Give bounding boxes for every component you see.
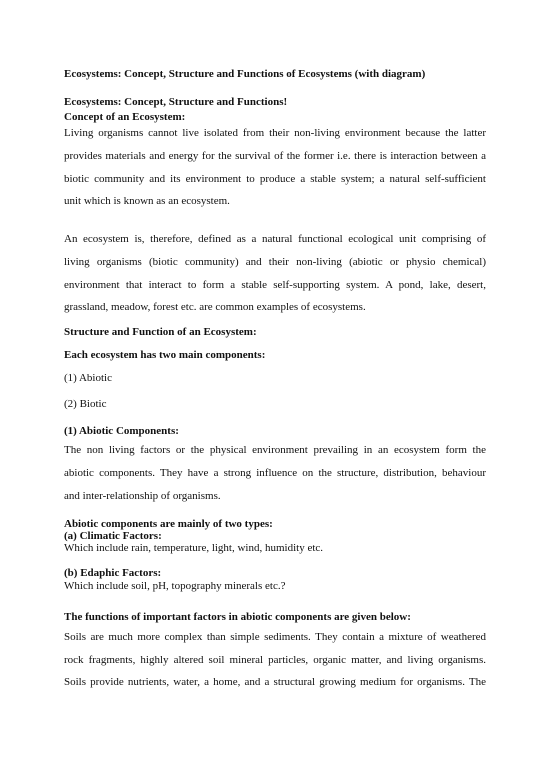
document-title: Ecosystems: Concept, Structure and Functions of Ecosystems (with diagram) — [64, 68, 426, 80]
list-item-biotic: (2) Biotic — [64, 398, 107, 410]
concept-heading: Concept of an Ecosystem: — [64, 111, 186, 123]
paragraph-line: grassland, meadow, forest etc. are common examples of ecosystems. — [64, 301, 366, 313]
abiotic-heading: (1) Abiotic Components: — [64, 425, 179, 437]
components-heading: Each ecosystem has two main components: — [64, 349, 266, 361]
paragraph-line: An ecosystem is, therefore, defined as a natural functional ecological unit comprising of — [64, 233, 486, 245]
paragraph-line: The non living factors or the physical environment prevailing in an ecosystem form the — [64, 444, 486, 456]
abiotic-types-heading: Abiotic components are mainly of two types: — [64, 518, 273, 530]
edaphic-text: Which include soil, pH, topography minerals etc.? — [64, 580, 286, 592]
document-subtitle: Ecosystems: Concept, Structure and Functions! — [64, 96, 288, 108]
functions-heading: The functions of important factors in abiotic components are given below: — [64, 611, 411, 623]
edaphic-heading: (b) Edaphic Factors: — [64, 567, 162, 579]
paragraph-line: unit which is known as an ecosystem. — [64, 195, 230, 207]
paragraph-line: biotic community and its environment to produce a stable system; a natural self-sufficient — [64, 173, 486, 185]
structure-heading: Structure and Function of an Ecosystem: — [64, 326, 257, 338]
paragraph-line: environment that interact to form a stable self-supporting system. A pond, lake, desert, — [64, 279, 486, 291]
paragraph-line: provides materials and energy for the survival of the former i.e. there is interaction between a — [64, 150, 486, 162]
climatic-text: Which include rain, temperature, light, wind, humidity etc. — [64, 542, 324, 554]
paragraph-line: rock fragments, highly altered soil mineral particles, organic matter, and living organisms. — [64, 654, 486, 666]
paragraph-line: living organisms (biotic community) and their non-living (abiotic or physio chemical) — [64, 256, 486, 268]
paragraph-line: Soils provide nutrients, water, a home, and a structural growing medium for organisms. The — [64, 676, 486, 688]
paragraph-line: and inter-relationship of organisms. — [64, 490, 221, 502]
list-item-abiotic: (1) Abiotic — [64, 372, 112, 384]
climatic-heading: (a) Climatic Factors: — [64, 530, 162, 542]
paragraph-line: Soils are much more complex than simple sediments. They contain a mixture of weathered — [64, 631, 486, 643]
paragraph-line: abiotic components. They have a strong influence on the structure, distribution, behaviour — [64, 467, 486, 479]
paragraph-line: Living organisms cannot live isolated from their non-living environment because the latter — [64, 127, 486, 139]
